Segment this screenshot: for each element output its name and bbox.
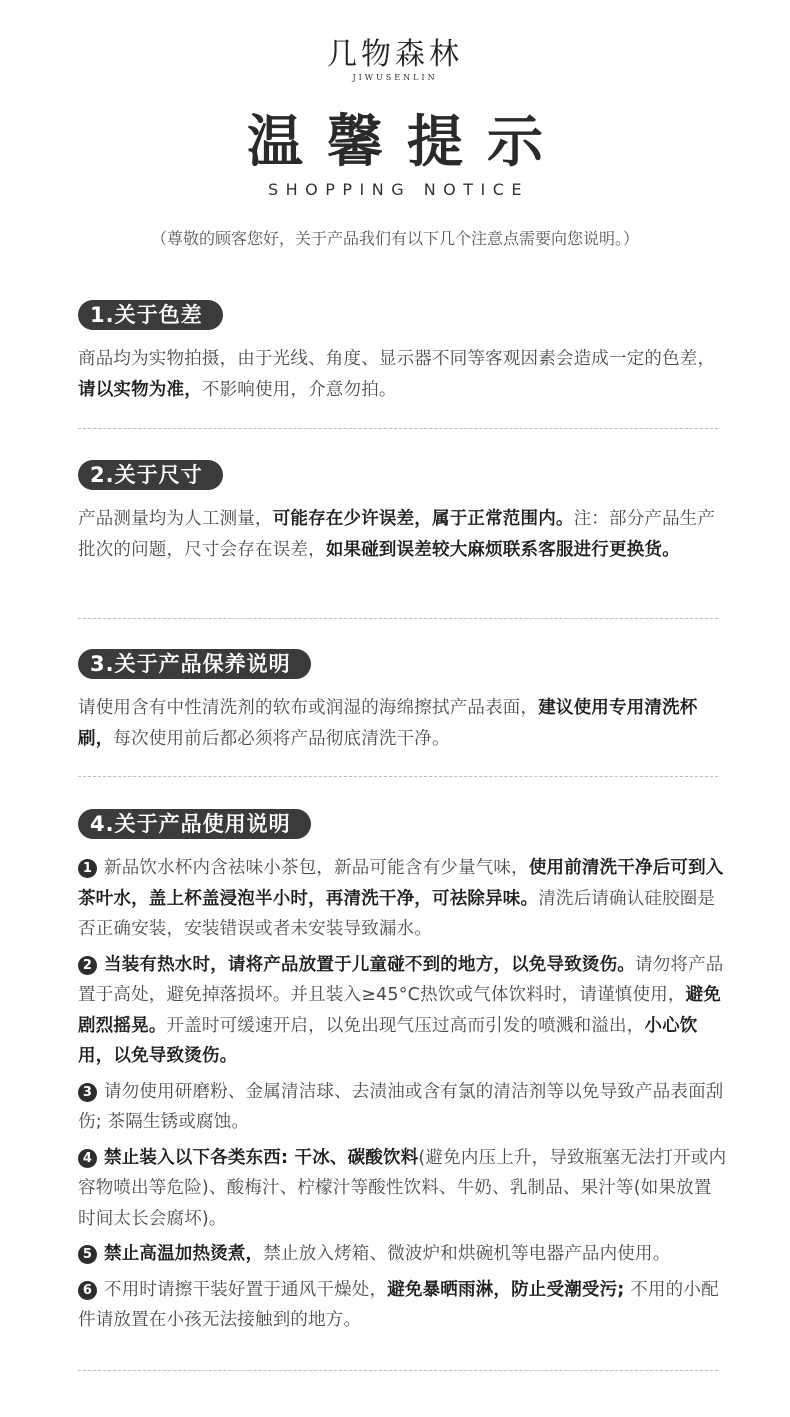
text-run-bold: 避免剧烈摇晃。 [78, 985, 722, 1036]
text-run: 产品测量均为人工测量， [78, 509, 273, 529]
list-item [78, 853, 728, 945]
list-item [78, 1239, 728, 1270]
text-run: 请使用含有中性清洗剂的软布或润湿的海绵擦拭产品表面， [78, 698, 539, 718]
text-run: 不用时请擦干装好置于通风干燥处， [104, 1279, 388, 1300]
text-run-bold: 请以实物为准， [78, 379, 202, 400]
usage-list [78, 853, 728, 1336]
number-badge-icon: 3 [78, 1083, 97, 1102]
section-body [78, 693, 728, 754]
text-run: 清洗后请确认硅胶圈是否正确安装，安装错误或者未安装导致漏水。 [78, 888, 716, 939]
text-run: 不影响使用，介意勿拍。 [201, 379, 397, 400]
page-subtitle: SHOPPING NOTICE [267, 180, 530, 199]
list-item [78, 1077, 728, 1138]
text-run-bold: 使用前清洗干净后可到入茶叶水，盖上杯盖浸泡半小时，再清洗干净，可祛除异味。 [78, 858, 724, 909]
divider [78, 1370, 718, 1371]
section-heading: 1.关于色差 [78, 300, 223, 330]
section-maintenance [78, 649, 728, 754]
text-run-bold: 禁止高温加热烫煮， [104, 1244, 264, 1264]
text-run-bold: 避免暴晒雨淋，防止受潮受污; [387, 1279, 625, 1300]
text-run: 请勿使用研磨粉、金属清洁球、去渍油或含有氯的清洁剂等以免导致产品表面刮伤; 茶隔生锈或腐蚀。 [78, 1081, 724, 1132]
text-run: 新品饮水杯内含祛味小茶包，新品可能含有少量气味， [104, 858, 529, 878]
section-heading: 2.关于尺寸 [78, 460, 223, 490]
number-badge-icon: 6 [78, 1281, 97, 1300]
text-run: 不用的小配件请放置在小孩无法接触到的地方。 [78, 1279, 719, 1330]
section-body [78, 344, 728, 405]
text-run: (避免内压上升，导致瓶塞无法打开或内容物喷出等危险)、酸梅汁、柠檬汁等酸性饮料、牛奶、乳制品、果汁等(如果放置时间太长会腐坏)。 [78, 1147, 727, 1229]
text-run: 开盖时可缓速开启，以免出现气压过高而引发的喷溅和溢出， [166, 1015, 645, 1036]
text-run-bold: 当装有热水时，请将产品放置于儿童碰不到的地方，以免导致烫伤。 [104, 954, 635, 975]
divider [78, 776, 718, 777]
section-color-difference [78, 300, 728, 405]
section-usage [78, 809, 728, 1341]
page-title: 温馨提示 [247, 110, 567, 175]
text-run-bold: 可能存在少许误差，属于正常范围内。 [272, 509, 574, 529]
section-body [78, 504, 728, 565]
text-run: 禁止放入烤箱、微波炉和烘碗机等电器产品内使用。 [263, 1244, 671, 1264]
list-item [78, 1143, 728, 1235]
section-heading: 4.关于产品使用说明 [78, 809, 311, 839]
text-run-bold: 建议使用专用清洗杯刷， [78, 698, 698, 749]
text-run-bold: 如果碰到误差较大麻烦联系客服进行更换货。 [325, 539, 680, 560]
text-run-bold: 禁止装入以下各类东西: 干冰、碳酸饮料 [104, 1147, 419, 1168]
divider [78, 428, 718, 429]
list-item [78, 950, 728, 1072]
list-item [78, 1275, 728, 1336]
number-badge-icon: 5 [78, 1245, 97, 1264]
text-run: 请勿将产品置于高处，避免掉落损坏。并且装入≥45°C热饮或气体饮料时，请谨慎使用， [78, 954, 724, 1005]
number-badge-icon: 1 [78, 859, 97, 878]
divider [78, 618, 718, 619]
number-badge-icon: 4 [78, 1149, 97, 1168]
text-run: 注：部分产品生产批次的问题，尺寸会存在误差， [78, 509, 716, 560]
brand-name-en: JIWUSENLIN [352, 73, 438, 82]
intro-text: （尊敬的顾客您好，关于产品我们有以下几个注意点需要向您说明。） [150, 229, 639, 248]
text-run: 每次使用前后都必须将产品彻底清洗干净。 [113, 728, 450, 749]
brand-logo [0, 38, 790, 82]
section-heading: 3.关于产品保养说明 [78, 649, 311, 679]
number-badge-icon: 2 [78, 956, 97, 975]
brand-name-cn: 几物森林 [327, 37, 463, 72]
text-run-bold: 小心饮用，以免导致烫伤。 [78, 1015, 698, 1066]
section-size [78, 460, 728, 565]
text-run: 商品均为实物拍摄，由于光线、角度、显示器不同等客观因素会造成一定的色差， [78, 349, 716, 369]
